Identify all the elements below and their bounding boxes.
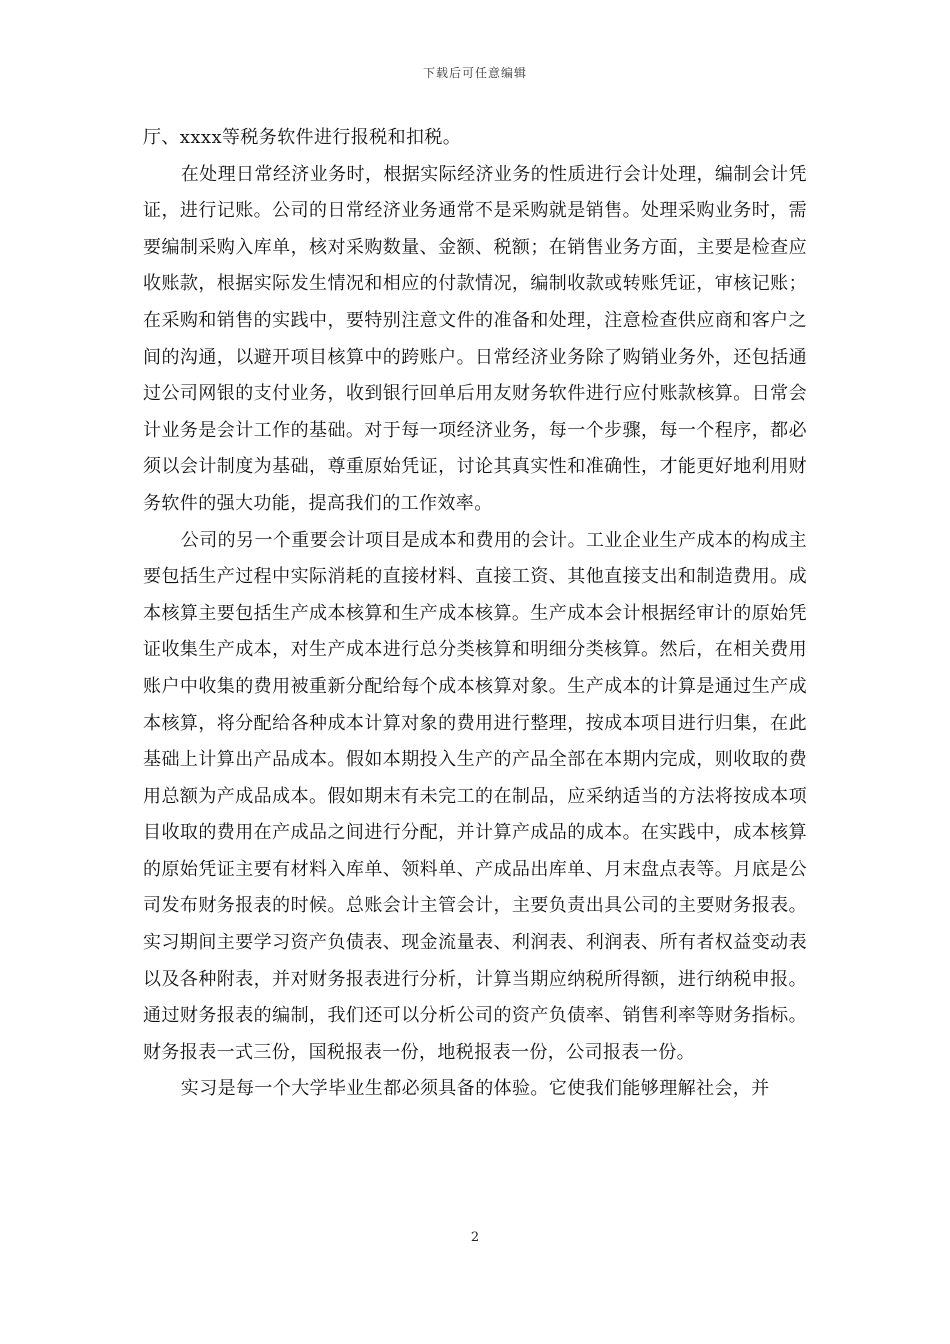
paragraph-1: 厅、xxxx等税务软件进行报税和扣税。	[143, 127, 462, 148]
body-text	[143, 120, 807, 1108]
paragraph-4: 实习是每一个大学毕业生都必须具备的体验。它使我们能够理解社会，并	[180, 1078, 770, 1100]
paragraph-2: 在处理日常经济业务时，根据实际经济业务的性质进行会计处理，编制会计凭证，进行记账。公司的日常经济业务通常不是采购就是销售。处理采购业务时，需要编制采购入库单，核对采购数量、金额、税额；在销售业务方面，主要是检查应收账款，根据实际发生情况和相应的付款情况，编制收款或转账凭证，审核记账；在采购和销售的实践中，要特别注意文件的准备和处理，注意检查供应商和客户之间的沟通，以避开项目核算中的跨账户。日常经济业务除了购销业务外，还包括通过公司网银的支付业务，收到银行回单后用友财务软件进行应付账款核算。日常会计业务是会计工作的基础。对于每一项经济业务，每一个步骤，每一个程序，都必须以会计制度为基础，尊重原始凭证，讨论其真实性和准确性，才能更好地利用财务软件的强大功能，提高我们的工作效率。	[143, 163, 807, 514]
page-header: 下载后可任意编辑	[422, 66, 527, 80]
paragraph-3: 公司的另一个重要会计项目是成本和费用的会计。工业企业生产成本的构成主要包括生产过程中实际消耗的直接材料、直接工资、其他直接支出和制造费用。成本核算主要包括生产成本核算和生产成本核算。生产成本会计根据经审计的原始凭证收集生产成本，对生产成本进行总分类核算和明细分类核算。然后，在相关费用账户中收集的费用被重新分配给每个成本核算对象。生产成本的计算是通过生产成本核算，将分配给各种成本计算对象的费用进行整理，按成本项目进行归集，在此基础上计算出产品成本。假如本期投入生产的产品全部在本期内完成，则收取的费用总额为产成品成本。假如期末有未完工的在制品，应采纳适当的方法将按成本项目收取的费用在产成品之间进行分配，并计算产成品的成本。在实践中，成本核算的原始凭证主要有材料入库单、领料单、产成品出库单、月末盘点表等。月底是公司发布财务报表的时候。总账会计主管会计，主要负责出具公司的主要财务报表。实习期间主要学习资产负债表、现金流量表、利润表、利润表、所有者权益变动表以及各种附表，并对财务报表进行分析，计算当期应纳税所得额，进行纳税申报。通过财务报表的编制，我们还可以分析公司的资产负债率、销售利率等财务指标。财务报表一式三份，国税报表一份，地税报表一份，公司报表一份。	[143, 529, 807, 1063]
page-number: 2	[470, 1230, 480, 1245]
